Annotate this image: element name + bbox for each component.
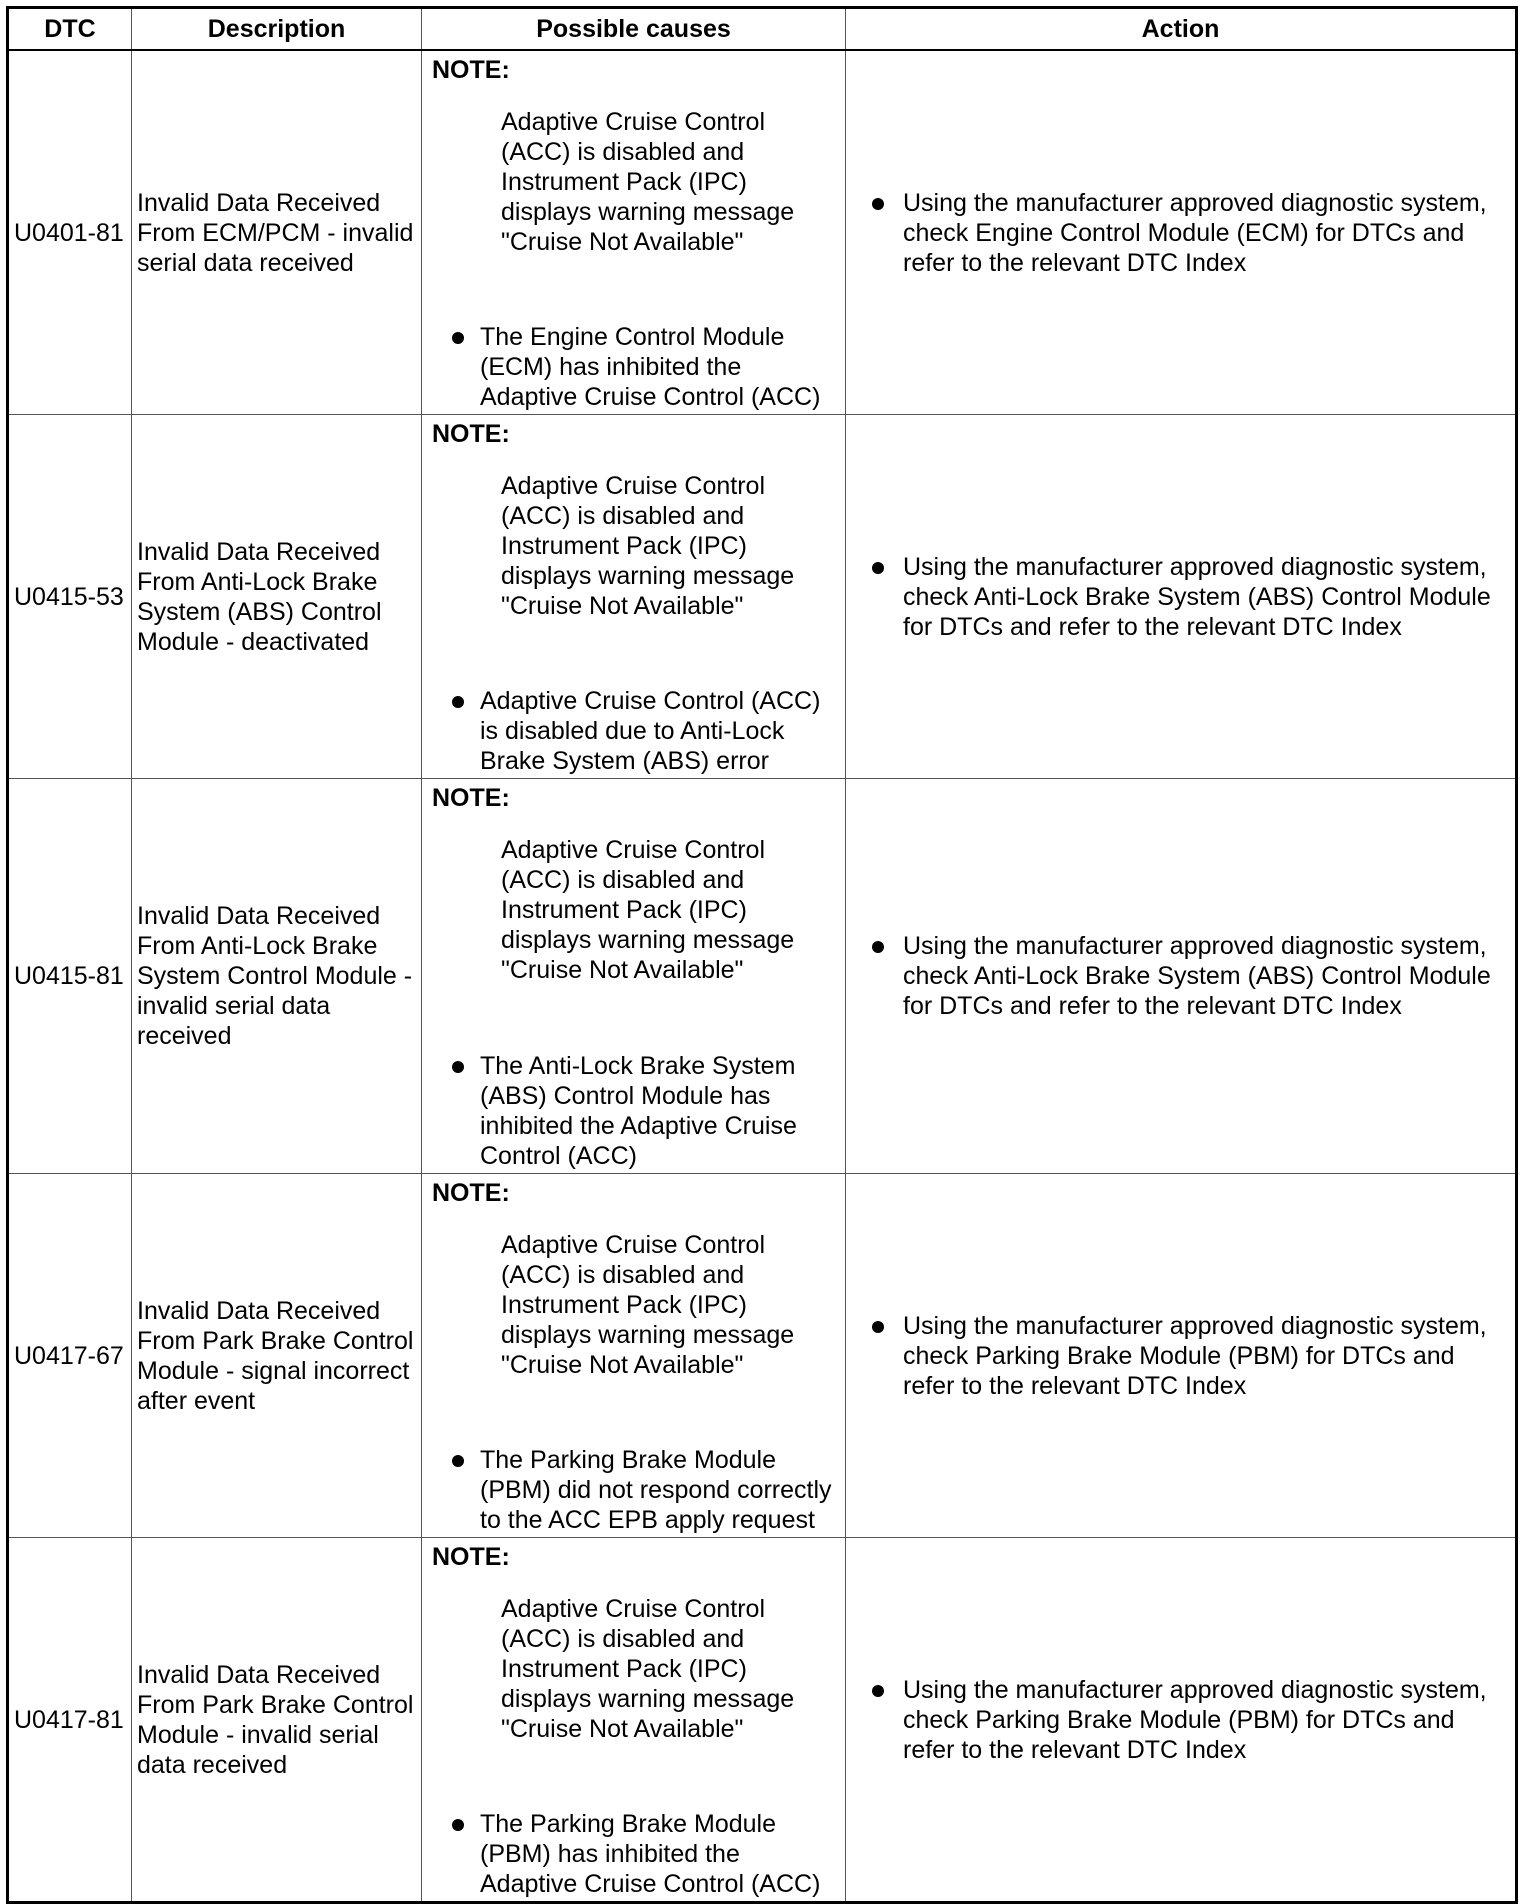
bullet-icon [452, 1819, 464, 1831]
table-row [8, 1538, 1517, 1903]
description-cell: Invalid Data Received From Anti-Lock Brake System (ABS) Control Module - deactivated [132, 415, 422, 779]
note-label: NOTE: [432, 420, 510, 448]
table-row [8, 415, 1517, 779]
possible-causes-cell [422, 1174, 846, 1538]
bullet-icon [872, 1321, 884, 1333]
possible-causes-cell [422, 415, 846, 779]
action-cell [846, 779, 1517, 1174]
action-text: Using the manufacturer approved diagnostic system, check Engine Control Module (ECM) for DTCs and refer to the relevant DTC Index [903, 188, 1487, 277]
note-text: Adaptive Cruise Control (ACC) is disabled and Instrument Pack (IPC) displays warning message "Cruise Not Available" [501, 472, 795, 620]
dtc-code: U0401-81 [8, 50, 132, 415]
cause-list-item [432, 322, 834, 412]
action-cell [846, 415, 1517, 779]
description-cell: Invalid Data Received From Park Brake Control Module - signal incorrect after event [132, 1174, 422, 1538]
note-text: Adaptive Cruise Control (ACC) is disabled and Instrument Pack (IPC) displays warning message "Cruise Not Available" [501, 836, 795, 984]
bullet-icon [452, 1455, 464, 1467]
dtc-code: U0417-81 [8, 1538, 132, 1903]
action-text: Using the manufacturer approved diagnostic system, check Anti-Lock Brake System (ABS) Control Module for DTCs and refer to the relevant DTC Index [903, 552, 1491, 641]
possible-causes-cell [422, 779, 846, 1174]
bullet-icon [872, 941, 884, 953]
cause-list-item [432, 686, 834, 776]
action-list-item [851, 188, 1510, 278]
note-text: Adaptive Cruise Control (ACC) is disabled and Instrument Pack (IPC) displays warning message "Cruise Not Available" [501, 1231, 795, 1379]
cause-text: The Engine Control Module (ECM) has inhibited the Adaptive Cruise Control (ACC) [480, 323, 821, 411]
description-cell: Invalid Data Received From ECM/PCM - invalid serial data received [132, 50, 422, 415]
possible-causes-cell [422, 1538, 846, 1903]
cause-list-item [432, 1445, 834, 1535]
note-label: NOTE: [432, 1179, 510, 1207]
dtc-code: U0415-81 [8, 779, 132, 1174]
header-action: Action [846, 8, 1517, 51]
action-text: Using the manufacturer approved diagnostic system, check Parking Brake Module (PBM) for DTCs and refer to the relevant DTC Index [903, 1311, 1487, 1400]
action-text: Using the manufacturer approved diagnostic system, check Parking Brake Module (PBM) for DTCs and refer to the relevant DTC Index [903, 1675, 1487, 1764]
possible-causes-cell [422, 50, 846, 415]
note-label: NOTE: [432, 784, 510, 812]
action-cell [846, 50, 1517, 415]
action-text: Using the manufacturer approved diagnostic system, check Anti-Lock Brake System (ABS) Control Module for DTCs and refer to the relevant DTC Index [903, 932, 1491, 1020]
header-row [8, 8, 1517, 51]
header-dtc: DTC [8, 8, 132, 51]
note-label: NOTE: [432, 56, 510, 84]
dtc-code: U0417-67 [8, 1174, 132, 1538]
description-cell: Invalid Data Received From Anti-Lock Brake System Control Module - invalid serial data received [132, 779, 422, 1174]
action-list-item [851, 1675, 1510, 1765]
description-cell: Invalid Data Received From Park Brake Control Module - invalid serial data received [132, 1538, 422, 1903]
table-row [8, 50, 1517, 415]
bullet-icon [872, 1685, 884, 1697]
table-row [8, 1174, 1517, 1538]
cause-text: The Parking Brake Module (PBM) has inhibited the Adaptive Cruise Control (ACC) [480, 1810, 821, 1898]
cause-list-item [432, 1051, 834, 1171]
note-text: Adaptive Cruise Control (ACC) is disabled and Instrument Pack (IPC) displays warning message "Cruise Not Available" [501, 1595, 795, 1743]
dtc-table [6, 6, 1518, 1904]
header-description: Description [132, 8, 422, 51]
action-list-item [851, 552, 1510, 642]
bullet-icon [452, 1061, 464, 1073]
cause-text: The Parking Brake Module (PBM) did not respond correctly to the ACC EPB apply request [480, 1446, 832, 1534]
bullet-icon [452, 696, 464, 708]
action-cell [846, 1174, 1517, 1538]
action-cell [846, 1538, 1517, 1903]
header-possible-causes: Possible causes [422, 8, 846, 51]
dtc-code: U0415-53 [8, 415, 132, 779]
table-row [8, 779, 1517, 1174]
cause-list-item [432, 1809, 834, 1899]
bullet-icon [452, 332, 464, 344]
bullet-icon [872, 562, 884, 574]
action-list-item [851, 1311, 1510, 1401]
cause-text: The Anti-Lock Brake System (ABS) Control Module has inhibited the Adaptive Cruise Control (ACC) [480, 1052, 797, 1170]
note-label: NOTE: [432, 1543, 510, 1571]
bullet-icon [872, 198, 884, 210]
cause-text: Adaptive Cruise Control (ACC) is disabled due to Anti-Lock Brake System (ABS) error [480, 687, 821, 775]
note-text: Adaptive Cruise Control (ACC) is disabled and Instrument Pack (IPC) displays warning message "Cruise Not Available" [501, 108, 795, 256]
action-list-item [851, 931, 1510, 1021]
